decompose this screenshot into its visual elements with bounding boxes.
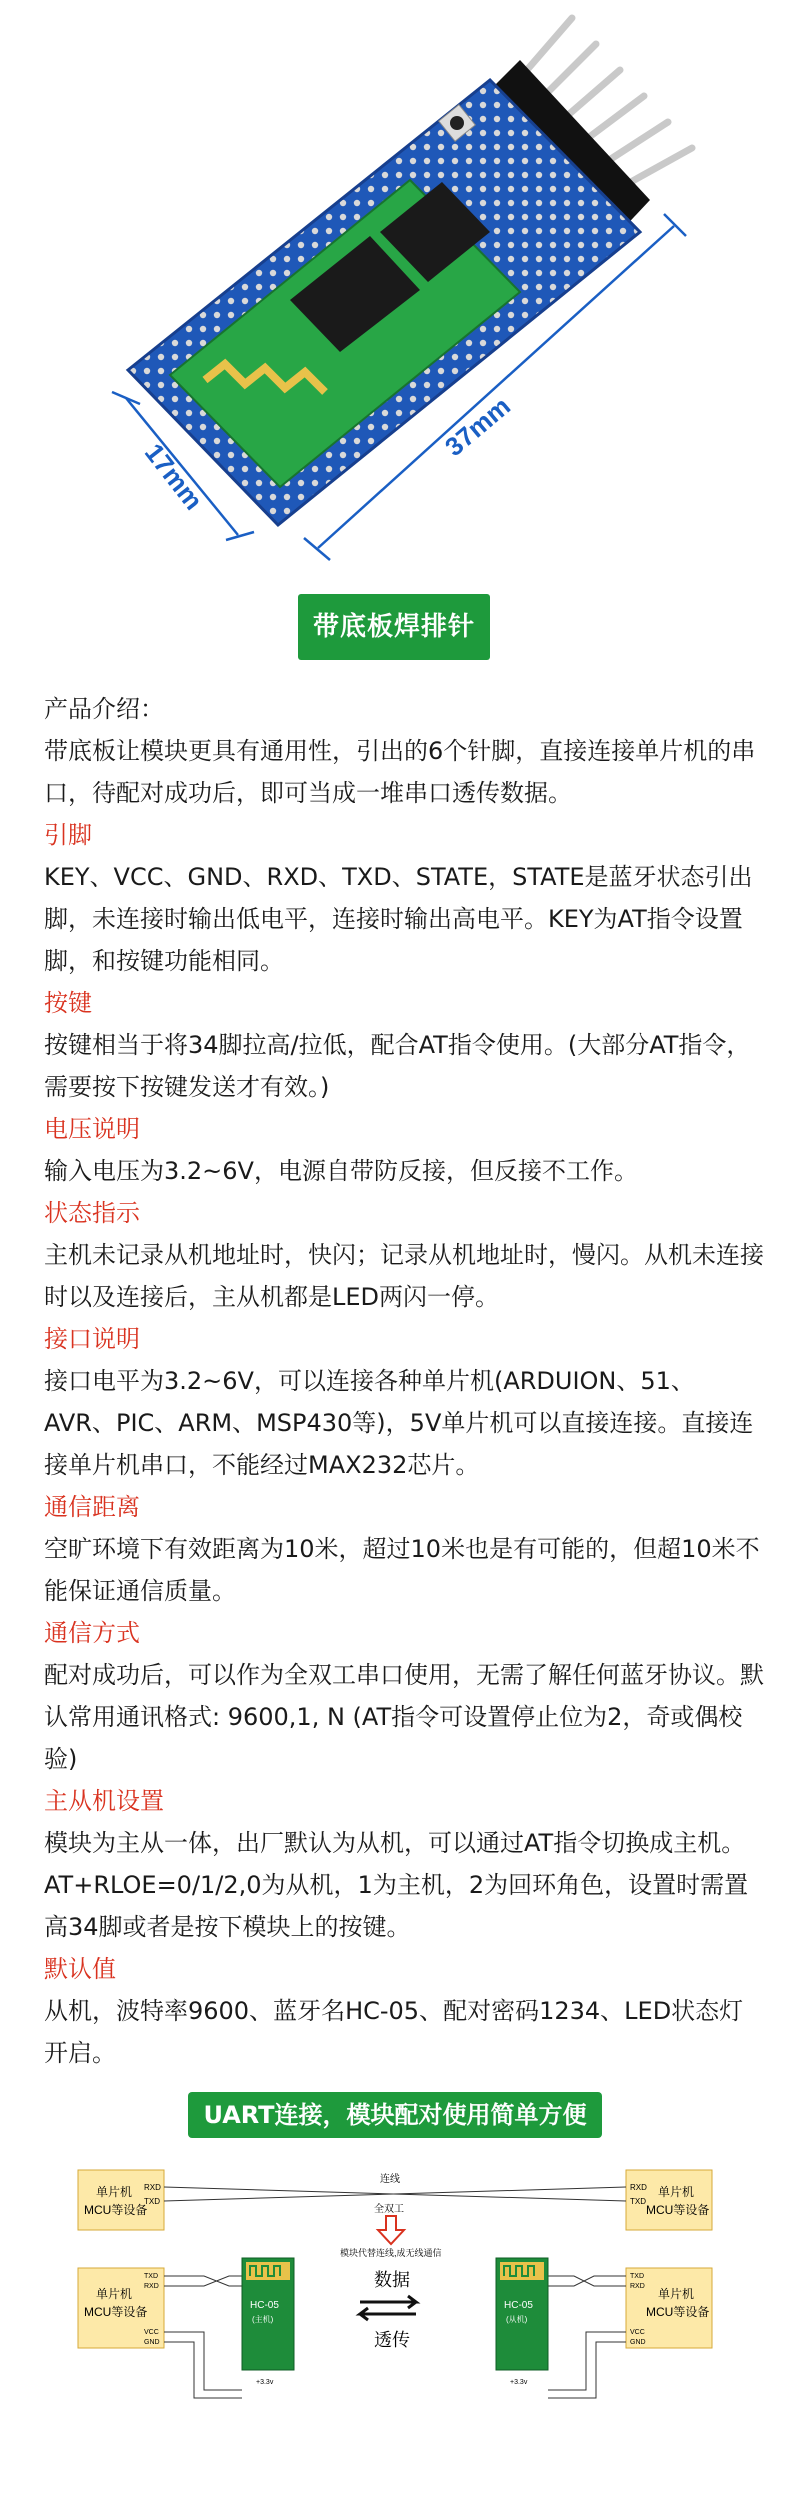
pin-label: VCC bbox=[630, 2329, 645, 2336]
mcu-box-bottom-left bbox=[78, 2268, 164, 2348]
section-text-distance: 空旷环境下有效距离为10米，超过10米也是有可能的，但超10米不能保证通信质量。 bbox=[44, 1535, 760, 1605]
pin-label: RXD bbox=[144, 2283, 159, 2290]
mcu-label: 单片机 bbox=[96, 2185, 133, 2199]
pin-label: RXD bbox=[630, 2183, 647, 2192]
intro-text: 带底板让模块更具有通用性，引出的6个针脚，直接连接单片机的串口，待配对成功后，即可当成一堆串口透传数据。 bbox=[44, 737, 756, 807]
section-banner-board: 带底板焊排针 bbox=[298, 594, 490, 660]
voltage-label: +3.3v bbox=[510, 2379, 528, 2386]
module-role: (主机) bbox=[252, 2315, 274, 2324]
pin-label: TXD bbox=[144, 2273, 158, 2280]
section-title-pins: 引脚 bbox=[44, 821, 92, 849]
pin-label: TXD bbox=[630, 2273, 644, 2280]
arrow-left-icon bbox=[360, 2308, 416, 2320]
data-label: 数据 bbox=[374, 2270, 410, 2290]
mcu-box-top-right bbox=[626, 2170, 712, 2230]
module-name: HC-05 bbox=[250, 2300, 279, 2311]
pin-label: VCC bbox=[144, 2329, 159, 2336]
section-banner-uart: UART连接，模块配对使用简单方便 bbox=[188, 2092, 602, 2138]
replace-label: 模块代替连线,成无线通信 bbox=[340, 2248, 442, 2258]
section-text-interface: 接口电平为3.2~6V，可以连接各种单片机(ARDUION、51、AVR、PIC、ARM、MSP430等)，5V单片机可以直接连接。直接连接单片机串口，不能经过MAX232芯片。 bbox=[44, 1367, 754, 1479]
section-text-pins: KEY、VCC、GND、RXD、TXD、STATE，STATE是蓝牙状态引出脚，未连接时输出低电平，连接时输出高电平。KEY为AT指令设置脚，和按键功能相同。 bbox=[44, 863, 753, 975]
hc05-master-module bbox=[242, 2258, 294, 2386]
section-text-status: 主机未记录从机地址时，快闪；记录从机地址时，慢闪。从机未连接时以及连接后，主从机都是LED两闪一停。 bbox=[44, 1241, 764, 1311]
mcu-box-bottom-right bbox=[626, 2268, 712, 2348]
section-title-button: 按键 bbox=[44, 989, 92, 1017]
mcu-label: MCU等设备 bbox=[84, 2203, 148, 2217]
section-title-master-slave: 主从机设置 bbox=[44, 1787, 164, 1815]
module-role: (从机) bbox=[506, 2315, 528, 2324]
pin-label: TXD bbox=[144, 2197, 160, 2206]
product-image bbox=[0, 0, 790, 580]
section-title-comm-mode: 通信方式 bbox=[44, 1619, 140, 1647]
pin-label: TXD bbox=[630, 2197, 646, 2206]
section-title-distance: 通信距离 bbox=[44, 1493, 140, 1521]
wire-label: 连线 bbox=[380, 2174, 400, 2185]
dimension-length-label: 37mm bbox=[439, 390, 516, 463]
mcu-label: MCU等设备 bbox=[646, 2203, 710, 2217]
pin-label: GND bbox=[630, 2339, 646, 2346]
mcu-label: 单片机 bbox=[658, 2287, 695, 2301]
mcu-box-top-left bbox=[78, 2170, 164, 2230]
intro-heading: 产品介绍： bbox=[44, 695, 164, 723]
mcu-label: MCU等设备 bbox=[84, 2305, 148, 2319]
pin-label: RXD bbox=[630, 2283, 645, 2290]
section-title-voltage: 电压说明 bbox=[44, 1115, 140, 1143]
cross-wires bbox=[164, 2187, 626, 2201]
duplex-label: 全双工 bbox=[374, 2204, 404, 2215]
mcu-label: 单片机 bbox=[658, 2185, 695, 2199]
mcu-label: 单片机 bbox=[96, 2287, 133, 2301]
section-title-interface: 接口说明 bbox=[44, 1325, 140, 1353]
section-text-defaults: 从机，波特率9600、蓝牙名HC-05、配对密码1234、LED状态灯开启。 bbox=[44, 1997, 744, 2067]
section-title-defaults: 默认值 bbox=[44, 1955, 116, 1983]
hc05-slave-module bbox=[496, 2258, 548, 2386]
uart-wiring-diagram bbox=[74, 2158, 716, 2458]
section-text-master-slave: 模块为主从一体，出厂默认为从机，可以通过AT指令切换成主机。AT+RLOE=0/1/2,0为从机，1为主机，2为回环角色，设置时需置高34脚或者是按下模块上的按键。 bbox=[44, 1829, 749, 1941]
mcu-label: MCU等设备 bbox=[646, 2305, 710, 2319]
voltage-label: +3.3v bbox=[256, 2379, 274, 2386]
arrow-right-icon bbox=[360, 2296, 416, 2308]
pin-label: RXD bbox=[144, 2183, 161, 2192]
passthrough-label: 透传 bbox=[374, 2330, 410, 2350]
dimension-width-label: 17mm bbox=[138, 437, 209, 516]
pin-label: GND bbox=[144, 2339, 160, 2346]
product-description bbox=[44, 688, 764, 2074]
section-title-status: 状态指示 bbox=[44, 1199, 140, 1227]
section-text-comm-mode: 配对成功后，可以作为全双工串口使用，无需了解任何蓝牙协议。默认常用通讯格式: 9600,1, N (AT指令可设置停止位为2，奇或偶校验) bbox=[44, 1661, 764, 1773]
module-name: HC-05 bbox=[504, 2300, 533, 2311]
section-text-voltage: 输入电压为3.2~6V，电源自带防反接，但反接不工作。 bbox=[44, 1157, 638, 1185]
section-text-button: 按键相当于将34脚拉高/拉低，配合AT指令使用。(大部分AT指令，需要按下按键发送才有效。) bbox=[44, 1031, 751, 1101]
arrow-down-icon bbox=[378, 2216, 404, 2244]
